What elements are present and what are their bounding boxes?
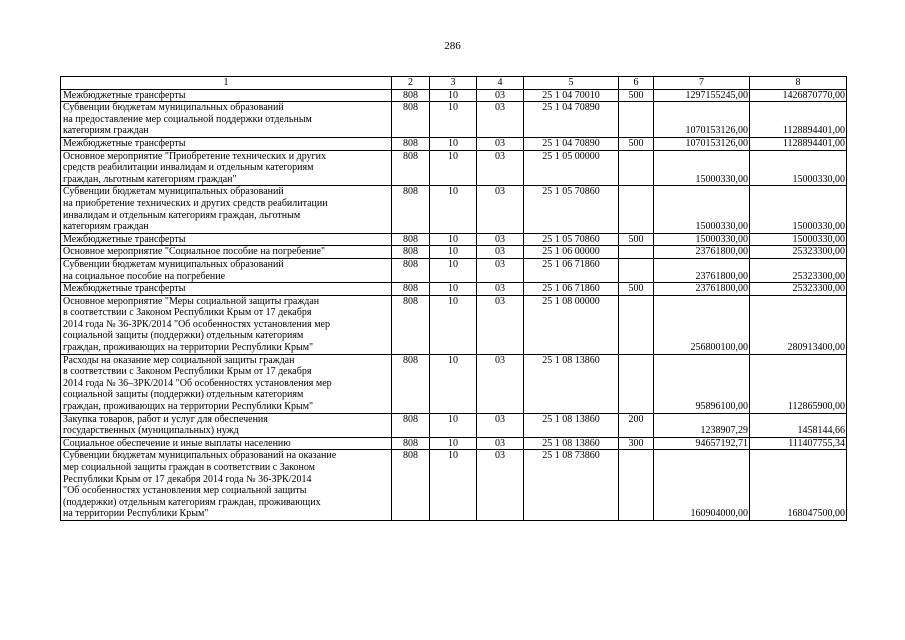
amount-year2-cell: 168047500,00 xyxy=(750,450,847,521)
section-cell: 10 xyxy=(430,283,477,296)
section-cell: 10 xyxy=(430,413,477,437)
code-cell: 808 xyxy=(392,246,430,259)
target-article-cell: 25 1 06 71860 xyxy=(524,258,619,282)
expense-type-cell xyxy=(619,102,654,138)
table-row xyxy=(61,283,847,296)
target-article-cell: 25 1 04 70010 xyxy=(524,89,619,102)
target-article-cell: 25 1 04 70890 xyxy=(524,102,619,138)
amount-year1-cell: 95896100,00 xyxy=(654,354,750,413)
target-article-cell: 25 1 05 00000 xyxy=(524,150,619,186)
section-cell: 10 xyxy=(430,295,477,354)
table-row xyxy=(61,233,847,246)
code-cell: 808 xyxy=(392,186,430,233)
section-cell: 10 xyxy=(430,150,477,186)
table-row xyxy=(61,295,847,354)
row-name-cell: Субвенции бюджетам муниципальных образований на социальное пособие на погребение xyxy=(61,258,392,282)
table-row xyxy=(61,89,847,102)
row-name-cell: Закупка товаров, работ и услуг для обеспечения государственных (муниципальных) нужд xyxy=(61,413,392,437)
section-cell: 10 xyxy=(430,233,477,246)
amount-year1-cell: 1297155245,00 xyxy=(654,89,750,102)
row-name-cell: Расходы на оказание мер социальной защиты граждан в соответствии с Законом Республики Крым от 17 декабря 2014 года № 36–ЗРК/2014 "Об особенностях установления мер социальной защиты (поддержки) отдельным категориям граждан, проживающих на территории Республики Крым" xyxy=(61,354,392,413)
header-row xyxy=(61,77,847,90)
subsection-cell: 03 xyxy=(477,354,524,413)
table-row xyxy=(61,102,847,138)
row-name-cell: Основное мероприятие "Меры социальной защиты граждан в соответствии с Законом Республики Крым от 17 декабря 2014 года № 36-ЗРК/2014 "Об особенностях установления мер социальной защиты (поддержки) отдельным категориям граждан, проживающих на территории Республики Крым" xyxy=(61,295,392,354)
table-row xyxy=(61,413,847,437)
section-cell: 10 xyxy=(430,102,477,138)
target-article-cell: 25 1 06 00000 xyxy=(524,246,619,259)
amount-year2-cell: 25323300,00 xyxy=(750,283,847,296)
page-number: 286 xyxy=(444,40,461,52)
amount-year1-cell: 23761800,00 xyxy=(654,258,750,282)
code-cell: 808 xyxy=(392,233,430,246)
code-cell: 808 xyxy=(392,102,430,138)
row-name-cell: Основное мероприятие "Социальное пособие на погребение" xyxy=(61,246,392,259)
code-cell: 808 xyxy=(392,354,430,413)
table-row xyxy=(61,450,847,521)
row-name-cell: Межбюджетные трансферты xyxy=(61,283,392,296)
amount-year1-cell: 15000330,00 xyxy=(654,186,750,233)
table-body xyxy=(61,77,847,521)
table-row xyxy=(61,437,847,450)
amount-year2-cell: 112865900,00 xyxy=(750,354,847,413)
amount-year2-cell: 15000330,00 xyxy=(750,186,847,233)
subsection-cell: 03 xyxy=(477,102,524,138)
amount-year1-cell: 1070153126,00 xyxy=(654,137,750,150)
amount-year2-cell: 1426870770,00 xyxy=(750,89,847,102)
target-article-cell: 25 1 06 71860 xyxy=(524,283,619,296)
expense-type-cell xyxy=(619,354,654,413)
amount-year1-cell: 23761800,00 xyxy=(654,283,750,296)
target-article-cell: 25 1 08 13860 xyxy=(524,437,619,450)
section-cell: 10 xyxy=(430,89,477,102)
section-cell: 10 xyxy=(430,450,477,521)
section-cell: 10 xyxy=(430,437,477,450)
expense-type-cell xyxy=(619,150,654,186)
amount-year1-cell: 15000330,00 xyxy=(654,233,750,246)
target-article-cell: 25 1 08 73860 xyxy=(524,450,619,521)
section-cell: 10 xyxy=(430,137,477,150)
amount-year1-cell: 1238907,29 xyxy=(654,413,750,437)
amount-year2-cell: 25323300,00 xyxy=(750,246,847,259)
amount-year2-cell: 15000330,00 xyxy=(750,233,847,246)
row-name-cell: Основное мероприятие "Приобретение технических и других средств реабилитации инвалидам и отдельным категориям граждан, льготным категориям граждан" xyxy=(61,150,392,186)
header-cell: 1 xyxy=(61,77,392,90)
code-cell: 808 xyxy=(392,437,430,450)
code-cell: 808 xyxy=(392,137,430,150)
expense-type-cell xyxy=(619,450,654,521)
row-name-cell: Социальное обеспечение и иные выплаты населению xyxy=(61,437,392,450)
subsection-cell: 03 xyxy=(477,437,524,450)
expense-type-cell xyxy=(619,186,654,233)
budget-table xyxy=(60,76,847,521)
section-cell: 10 xyxy=(430,258,477,282)
code-cell: 808 xyxy=(392,413,430,437)
expense-type-cell: 200 xyxy=(619,413,654,437)
target-article-cell: 25 1 08 00000 xyxy=(524,295,619,354)
amount-year2-cell: 15000330,00 xyxy=(750,150,847,186)
row-name-cell: Межбюджетные трансферты xyxy=(61,233,392,246)
table-row xyxy=(61,186,847,233)
row-name-cell: Субвенции бюджетам муниципальных образований на предоставление мер социальной поддержки отдельным категориям граждан xyxy=(61,102,392,138)
header-cell: 7 xyxy=(654,77,750,90)
subsection-cell: 03 xyxy=(477,283,524,296)
code-cell: 808 xyxy=(392,450,430,521)
expense-type-cell: 500 xyxy=(619,233,654,246)
code-cell: 808 xyxy=(392,283,430,296)
expense-type-cell xyxy=(619,246,654,259)
target-article-cell: 25 1 05 70860 xyxy=(524,186,619,233)
amount-year2-cell: 111407755,34 xyxy=(750,437,847,450)
code-cell: 808 xyxy=(392,295,430,354)
subsection-cell: 03 xyxy=(477,233,524,246)
header-cell: 3 xyxy=(430,77,477,90)
expense-type-cell: 500 xyxy=(619,137,654,150)
table-row xyxy=(61,354,847,413)
header-cell: 5 xyxy=(524,77,619,90)
subsection-cell: 03 xyxy=(477,89,524,102)
amount-year2-cell: 280913400,00 xyxy=(750,295,847,354)
expense-type-cell: 300 xyxy=(619,437,654,450)
table-row xyxy=(61,258,847,282)
target-article-cell: 25 1 08 13860 xyxy=(524,413,619,437)
code-cell: 808 xyxy=(392,150,430,186)
expense-type-cell: 500 xyxy=(619,283,654,296)
expense-type-cell xyxy=(619,258,654,282)
code-cell: 808 xyxy=(392,89,430,102)
subsection-cell: 03 xyxy=(477,450,524,521)
code-cell: 808 xyxy=(392,258,430,282)
amount-year2-cell: 1128894401,00 xyxy=(750,137,847,150)
target-article-cell: 25 1 05 70860 xyxy=(524,233,619,246)
target-article-cell: 25 1 04 70890 xyxy=(524,137,619,150)
subsection-cell: 03 xyxy=(477,186,524,233)
subsection-cell: 03 xyxy=(477,413,524,437)
subsection-cell: 03 xyxy=(477,295,524,354)
subsection-cell: 03 xyxy=(477,150,524,186)
amount-year1-cell: 94657192,71 xyxy=(654,437,750,450)
amount-year1-cell: 160904000,00 xyxy=(654,450,750,521)
amount-year2-cell: 1458144,66 xyxy=(750,413,847,437)
expense-type-cell: 500 xyxy=(619,89,654,102)
table-row xyxy=(61,246,847,259)
header-cell: 8 xyxy=(750,77,847,90)
header-cell: 6 xyxy=(619,77,654,90)
header-cell: 2 xyxy=(392,77,430,90)
row-name-cell: Межбюджетные трансферты xyxy=(61,137,392,150)
subsection-cell: 03 xyxy=(477,246,524,259)
table-row xyxy=(61,150,847,186)
section-cell: 10 xyxy=(430,186,477,233)
row-name-cell: Субвенции бюджетам муниципальных образований на оказание мер социальной защиты граждан в соответствии с Законом Республики Крым от 17 декабря 2014 года № 36-ЗРК/2014 "Об особенностях установления мер социальной защиты (поддержки) отдельным категориям граждан, проживающих на территории Республики Крым" xyxy=(61,450,392,521)
row-name-cell: Субвенции бюджетам муниципальных образований на приобретение технических и других средств реабилитации инвалидам и отдельным категориям граждан, льготным категориям граждан xyxy=(61,186,392,233)
subsection-cell: 03 xyxy=(477,258,524,282)
amount-year2-cell: 25323300,00 xyxy=(750,258,847,282)
amount-year1-cell: 256800100,00 xyxy=(654,295,750,354)
target-article-cell: 25 1 08 13860 xyxy=(524,354,619,413)
subsection-cell: 03 xyxy=(477,137,524,150)
header-cell: 4 xyxy=(477,77,524,90)
section-cell: 10 xyxy=(430,354,477,413)
amount-year1-cell: 1070153126,00 xyxy=(654,102,750,138)
amount-year1-cell: 23761800,00 xyxy=(654,246,750,259)
amount-year1-cell: 15000330,00 xyxy=(654,150,750,186)
amount-year2-cell: 1128894401,00 xyxy=(750,102,847,138)
section-cell: 10 xyxy=(430,246,477,259)
expense-type-cell xyxy=(619,295,654,354)
table-row xyxy=(61,137,847,150)
row-name-cell: Межбюджетные трансферты xyxy=(61,89,392,102)
